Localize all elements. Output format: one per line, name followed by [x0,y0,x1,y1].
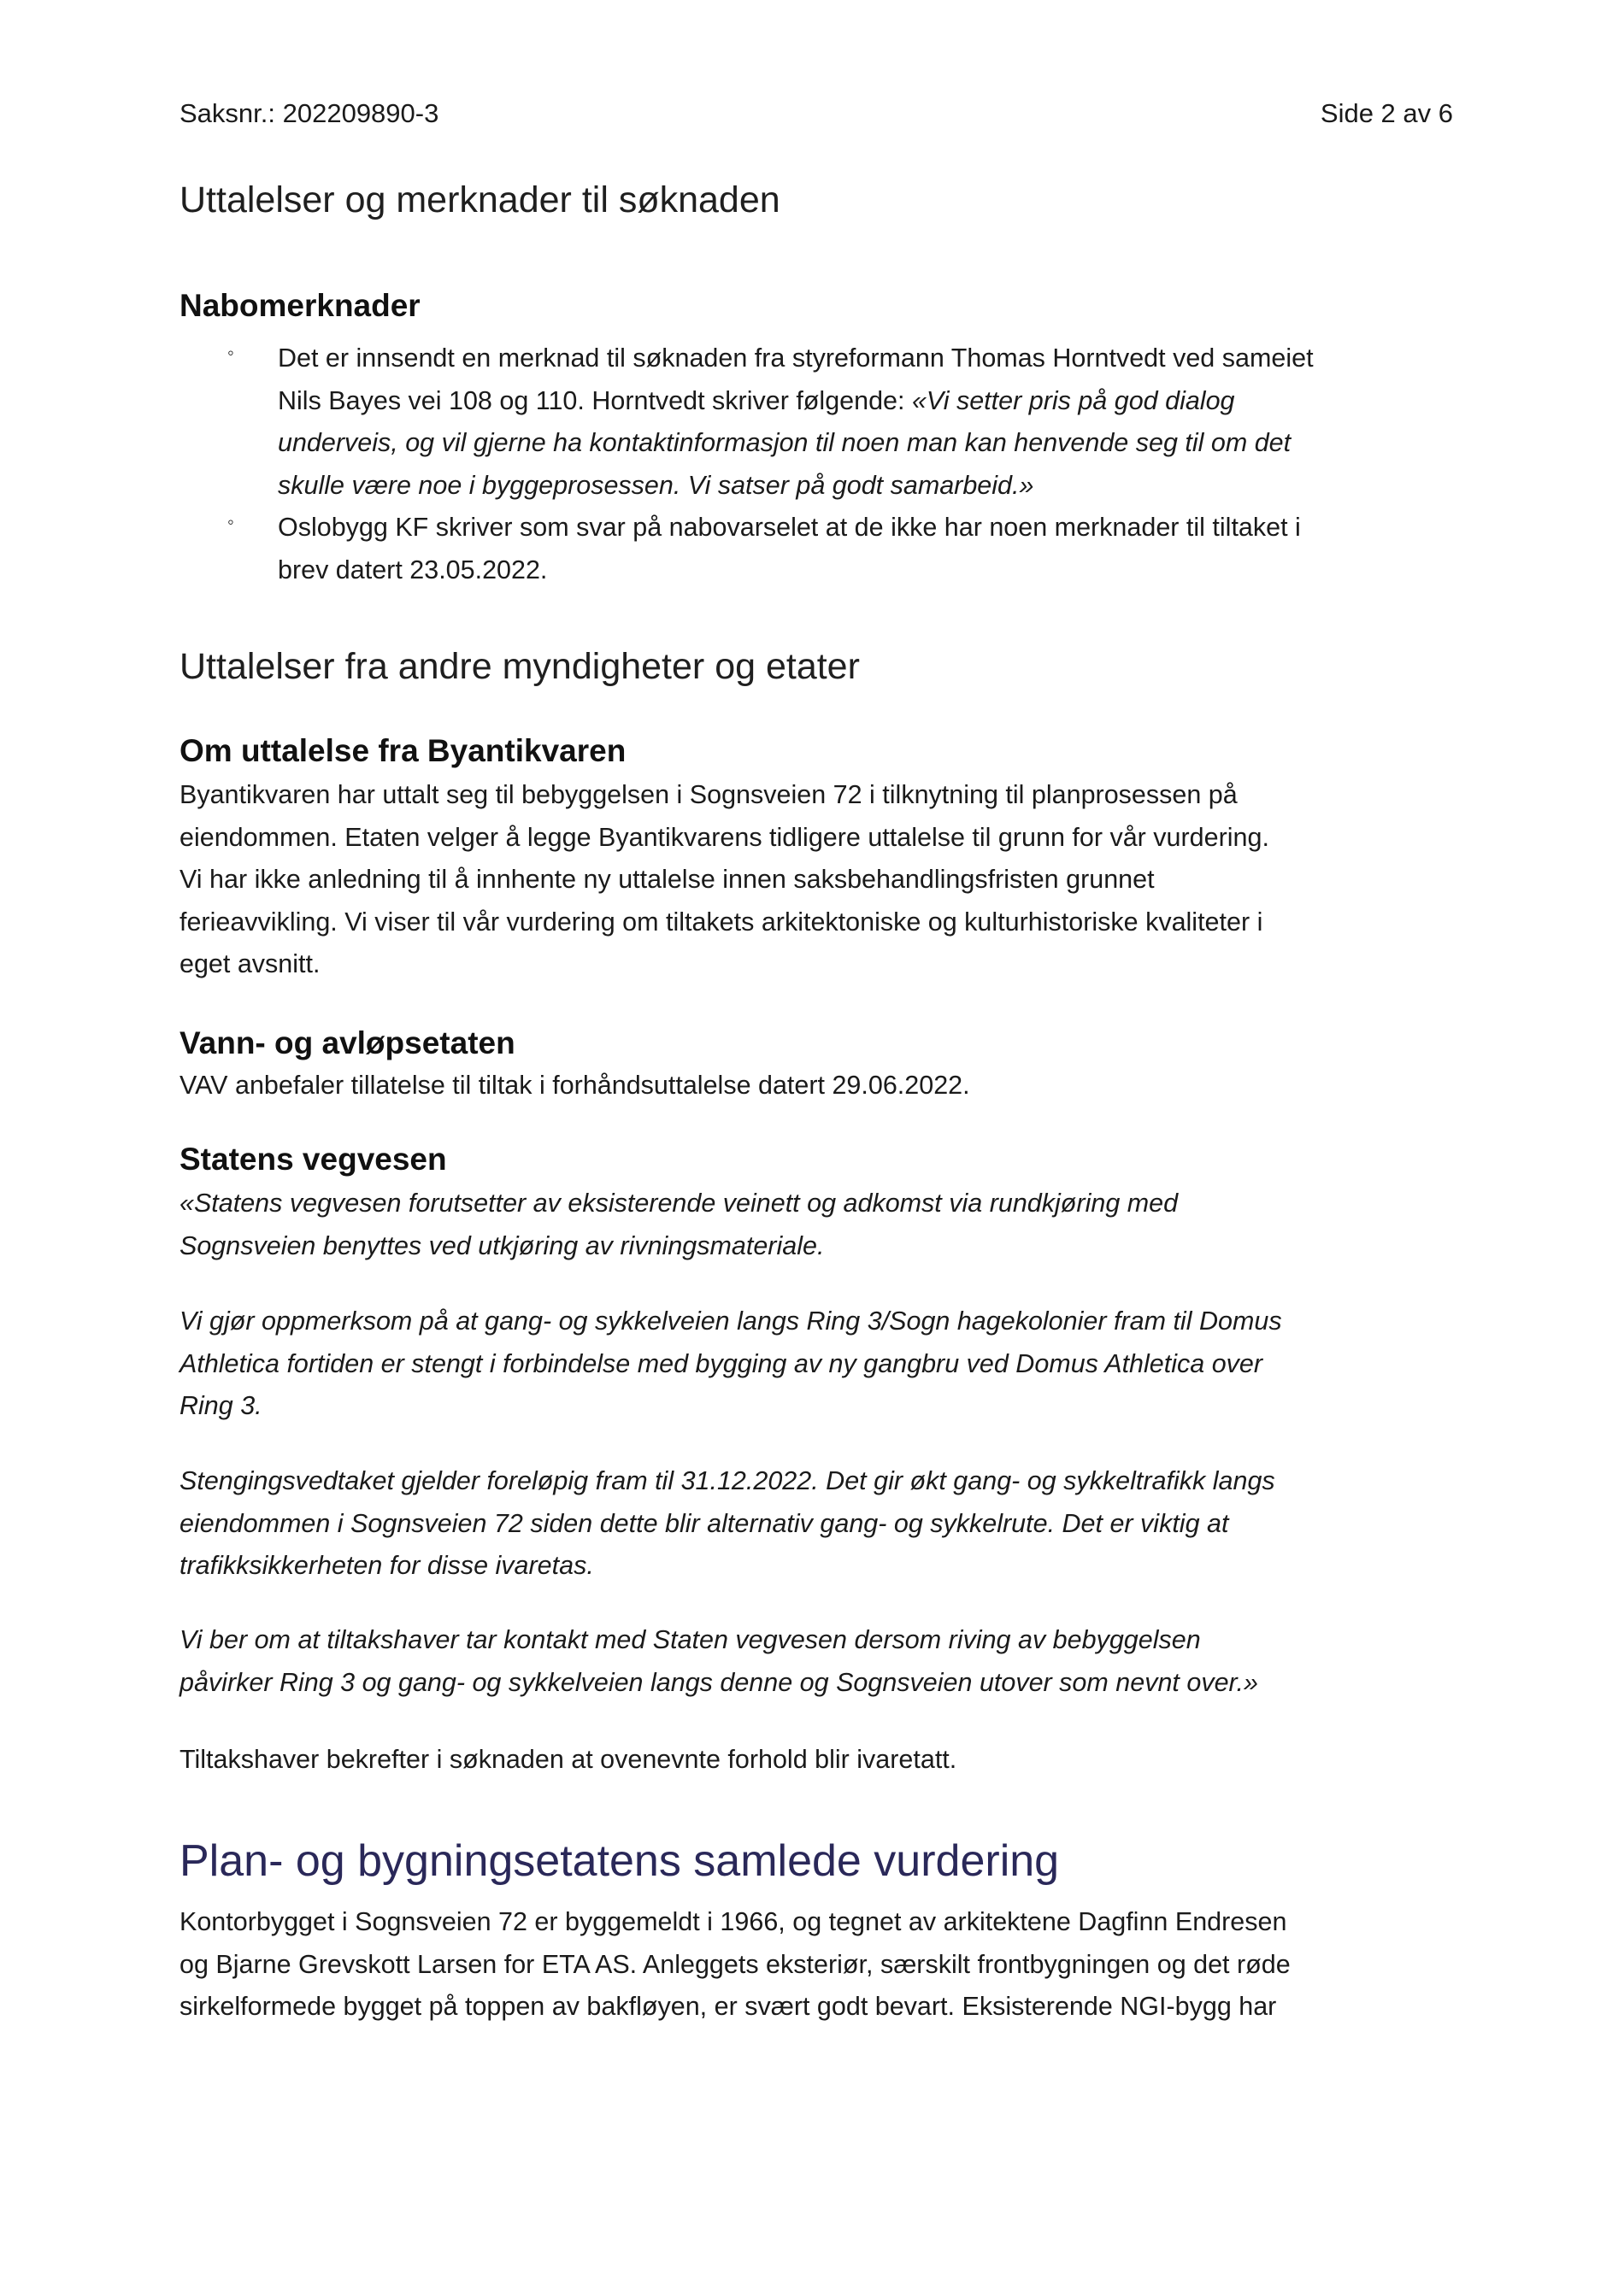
subheading-statens-vegvesen: Statens vegvesen [179,1142,447,1177]
list-item [278,507,1301,591]
text-line: «Statens vegvesen forutsetter av eksisterende veinett og adkomst via rundkjøring med [179,1189,1179,1218]
text-line: Vi gjør oppmerksom på at gang- og sykkelveien langs Ring 3/Sogn hagekolonier fram til Domus [179,1307,1282,1336]
quote-paragraph [179,1619,1258,1704]
paragraph [179,774,1269,986]
quote-text: underveis, og vil gjerne ha kontaktinformasjon til noen man kan henvende seg til om det [278,428,1292,457]
bullet-icon: ◦ [227,342,234,363]
text-line: Vi ber om at tiltakshaver tar kontakt med Staten vegvesen dersom riving av bebyggelsen [179,1625,1201,1654]
quote-paragraph [179,1301,1282,1428]
text-line: Kontorbygget i Sognsveien 72 er byggemeldt i 1966, og tegnet av arkitektene Dagfinn Endresen [179,1907,1287,1936]
section-title: Uttalelser og merknader til søknaden [179,179,780,220]
subheading-byantikvaren: Om uttalelse fra Byantikvaren [179,733,627,768]
text-line: VAV anbefaler tillatelse til tiltak i forhåndsuttalelse datert 29.06.2022. [179,1071,970,1100]
section-title: Uttalelser fra andre myndigheter og etater [179,646,860,687]
text-line: Oslobygg KF skriver som svar på nabovarselet at de ikke har noen merknader til tiltaket i [278,513,1301,542]
text-line: ferieavvikling. Vi viser til vår vurdering om tiltakets arkitektoniske og kulturhistoriske kvaliteter i [179,907,1263,937]
text-line: Sognsveien benyttes ved utkjøring av rivningsmateriale. [179,1230,825,1260]
text-line: trafikksikkerheten for disse ivaretas. [179,1551,594,1580]
list-item [278,338,1314,507]
paragraph [179,1065,970,1107]
paragraph [179,1901,1291,2029]
paragraph [179,1739,956,1782]
text-line: eiendommen. Etaten velger å legge Byantikvarens tidligere uttalelse til grunn for vår vurdering. [179,822,1269,852]
text-line: sirkelformede bygget på toppen av bakfløyen, er svært godt bevart. Eksisterende NGI-bygg har [179,1992,1277,2021]
case-number: Saksnr.: 202209890-3 [179,98,439,128]
section-title-blue: Plan- og bygningsetatens samlede vurdering [179,1836,1060,1886]
text-line: og Bjarne Grevskott Larsen for ETA AS. Anleggets eksteriør, særskilt frontbygningen og det røde [179,1949,1291,1979]
text-line: eget avsnitt. [179,949,321,978]
text-line: eiendommen i Sognsveien 72 siden dette blir alternativ gang- og sykkelrute. Det er viktig at [179,1508,1229,1538]
text-line: påvirker Ring 3 og gang- og sykkelveien langs denne og Sognsveien utover som nevnt over.» [179,1667,1258,1697]
text-line: Vi har ikke anledning til å innhente ny uttalelse innen saksbehandlingsfristen grunnet [179,865,1155,894]
text-line: Athletica fortiden er stengt i forbindelse med bygging av ny gangbru ved Domus Athletica over [179,1348,1263,1378]
page-number: Side 2 av 6 [1320,98,1453,128]
text-line: Byantikvaren har uttalt seg til bebyggelsen i Sognsveien 72 i tilknytning til planprosessen på [179,780,1238,809]
text-line: Det er innsendt en merknad til søknaden fra styreformann Thomas Horntvedt ved sameiet [278,344,1314,373]
subheading-vav: Vann- og avløpsetaten [179,1025,515,1060]
quote-paragraph [179,1460,1275,1588]
text-line: Tiltakshaver bekrefter i søknaden at ovenevnte forhold blir ivaretatt. [179,1745,957,1774]
text-line: Nils Bayes vei 108 og 110. Horntvedt skriver følgende: [278,385,912,415]
quote-text: skulle være noe i byggeprosessen. Vi satser på godt samarbeid.» [278,470,1034,500]
text-line: Ring 3. [179,1391,262,1420]
text-line: Stengingsvedtaket gjelder foreløpig fram til 31.12.2022. Det gir økt gang- og sykkeltrafikk langs [179,1466,1275,1495]
subheading-nabomerknader: Nabomerknader [179,288,421,323]
quote-text: «Vi setter pris på god dialog [911,385,1235,415]
quote-paragraph [179,1183,1178,1267]
text-line: brev datert 23.05.2022. [278,555,548,584]
bullet-icon: ◦ [227,511,234,532]
